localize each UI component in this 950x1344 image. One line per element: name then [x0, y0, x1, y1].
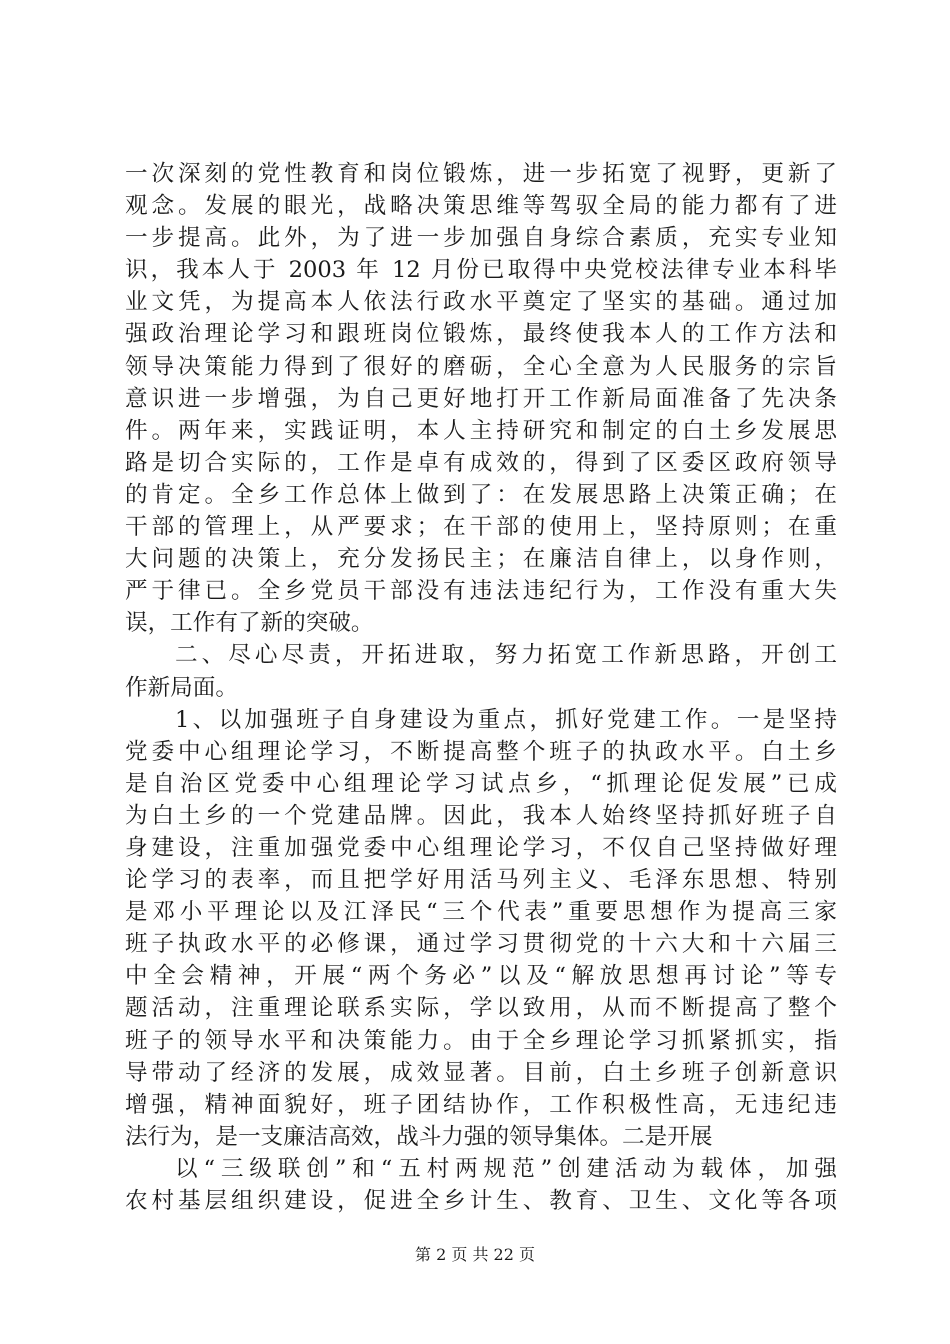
text-line: 干部的管理上，从严要求；在干部的使用上，坚持原则；在重: [125, 514, 837, 541]
section-heading-line: 二、尽心尽责，开拓进取，努力拓宽工作新思路，开创工: [175, 642, 837, 669]
page-number-footer: 第 2 页 共 22 页: [415, 1245, 535, 1264]
text-line: 党委中心组理论学习，不断提高整个班子的执政水平。白土乡: [125, 738, 837, 765]
text-line: 班子执政水平的必修课，通过学习贯彻党的十六大和十六届三: [125, 931, 837, 958]
text-line: 身建设，注重加强党委中心组理论学习，不仅自己坚持做好理: [125, 834, 837, 861]
document-body: [125, 158, 837, 1217]
paragraph-first-line: 1、以加强班子自身建设为重点，抓好党建工作。一是坚持: [175, 706, 837, 733]
paragraph-first-line: 以“三级联创”和“五村两规范”创建活动为载体，加强: [175, 1155, 837, 1182]
text-line: 意识进一步增强，为自己更好地打开工作新局面准备了先决条: [125, 385, 837, 412]
text-line: 导带动了经济的发展，成效显著。目前，白土乡班子创新意识: [125, 1059, 837, 1086]
text-line: 强政治理论学习和跟班岗位锻炼，最终使我本人的工作方法和: [125, 321, 837, 348]
text-line: 论学习的表率，而且把学好用活马列主义、毛泽东思想、特别: [125, 867, 837, 894]
text-line: 法行为，是一支廉洁高效，战斗力强的领导集体。二是开展: [125, 1123, 713, 1150]
text-line: 误，工作有了新的突破。: [125, 610, 374, 637]
text-line: 中全会精神，开展“两个务必”以及“解放思想再讨论”等专: [125, 963, 837, 990]
text-line: 一步提高。此外，为了进一步加强自身综合素质，充实专业知: [125, 225, 837, 252]
text-line: 农村基层组织建设，促进全乡计生、教育、卫生、文化等各项: [125, 1188, 837, 1214]
text-line: 是自治区党委中心组理论学习试点乡，“抓理论促发展”已成: [125, 770, 837, 797]
text-line: 观念。发展的眼光，战略决策思维等驾驭全局的能力都有了进: [125, 193, 837, 220]
text-line: 一次深刻的党性教育和岗位锻炼，进一步拓宽了视野，更新了: [125, 161, 837, 187]
section-heading-line: 作新局面。: [125, 674, 238, 701]
text-line: 严于律已。全乡党员干部没有违法违纪行为，工作没有重大失: [125, 578, 837, 605]
text-line: 路是切合实际的，工作是卓有成效的，得到了区委区政府领导: [125, 449, 837, 476]
text-line: 题活动，注重理论联系实际，学以致用，从而不断提高了整个: [125, 995, 837, 1022]
text-line: 件。两年来，实践证明，本人主持研究和制定的白土乡发展思: [125, 417, 837, 444]
text-line: 的肯定。全乡工作总体上做到了：在发展思路上决策正确；在: [125, 481, 837, 508]
text-line: 增强，精神面貌好，班子团结协作，工作积极性高，无违纪违: [125, 1091, 837, 1118]
text-line: 识，我本人于 2003 年 12 月份已取得中央党校法律专业本科毕: [125, 257, 837, 284]
text-line: 领导决策能力得到了很好的磨砺，全心全意为人民服务的宗旨: [125, 353, 837, 380]
text-line: 是邓小平理论以及江泽民“三个代表”重要思想作为提高三家: [125, 899, 837, 926]
text-line: 班子的领导水平和决策能力。由于全乡理论学习抓紧抓实，指: [125, 1027, 837, 1054]
text-line: 业文凭，为提高本人依法行政水平奠定了坚实的基础。通过加: [125, 289, 837, 316]
text-line: 为白土乡的一个党建品牌。因此，我本人始终坚持抓好班子自: [125, 802, 837, 829]
text-line: 大问题的决策上，充分发扬民主；在廉洁自律上，以身作则，: [125, 546, 837, 573]
